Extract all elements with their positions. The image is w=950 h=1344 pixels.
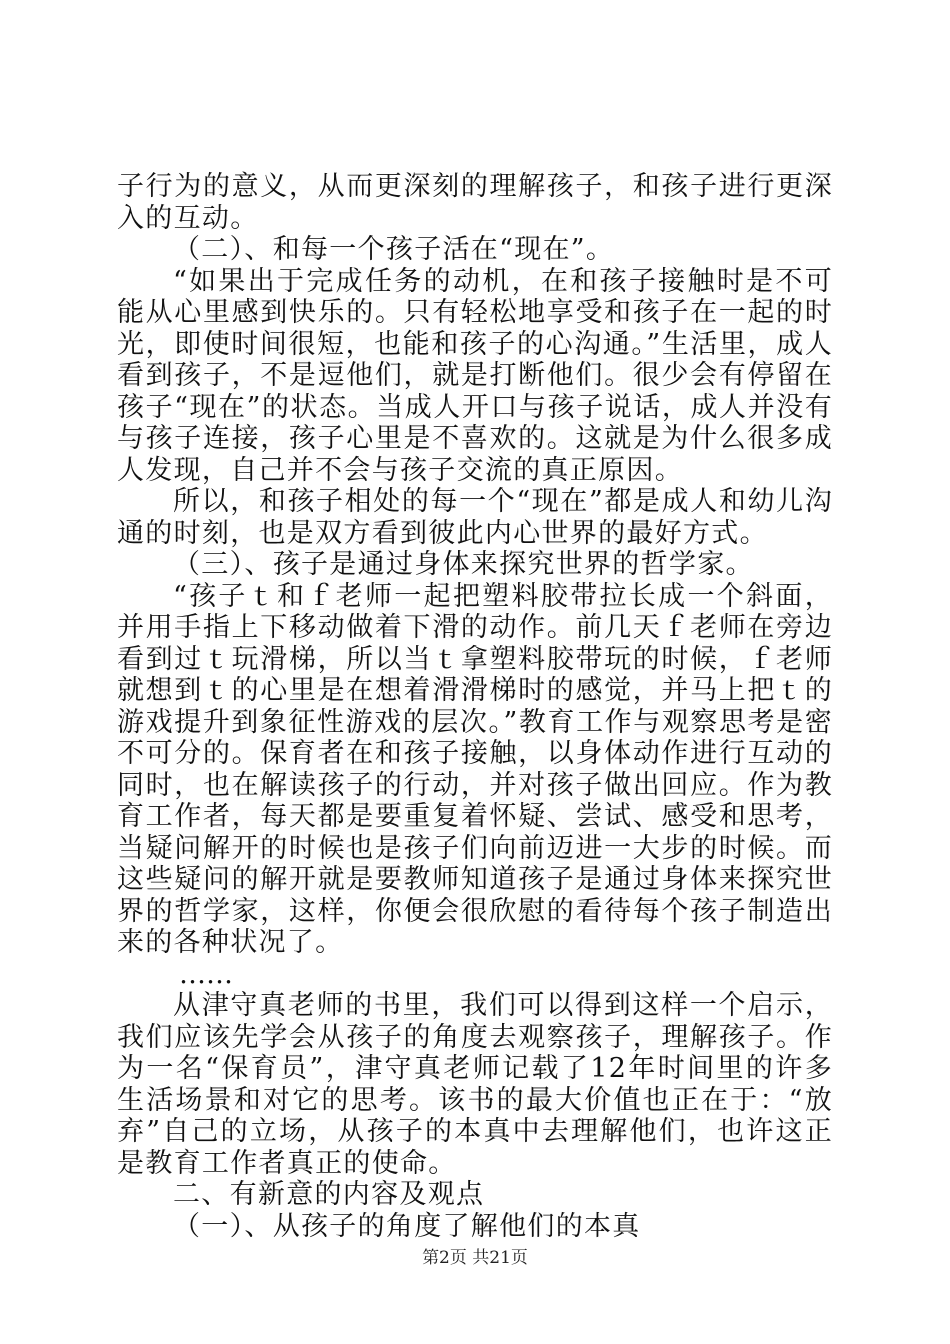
page-footer: 第2页 共21页 bbox=[422, 1248, 528, 1268]
paragraph: 从津守真老师的书里，我们可以得到这样一个启示，我们应该先学会从孩子的角度去观察孩子，理解孩子。作为一名“保育员”，津守真老师记载了12年时间里的许多生活场景和对它的思考。该书的最大价值也正在于：“放弃”自己的立场，从孩子的本真中去理解他们，也许这正是教育工作者真正的使命。 bbox=[117, 990, 833, 1179]
section-heading-part-two: 二、有新意的内容及观点 bbox=[173, 1179, 485, 1210]
section-heading-3: （三）、孩子是通过身体来探究世界的哲学家。 bbox=[173, 549, 754, 580]
section-heading-1: （一）、从孩子的角度了解他们的本真 bbox=[173, 1210, 641, 1242]
ellipsis: …… bbox=[179, 958, 233, 990]
paragraph: 所以，和孩子相处的每一个“现在”都是成人和幼儿沟通的时刻，也是双方看到彼此内心世界的最好方式。 bbox=[117, 486, 833, 549]
section-heading-2: （二）、和每一个孩子活在“现在”。 bbox=[173, 234, 615, 265]
document-body bbox=[117, 171, 833, 1242]
paragraph-continuation: 子行为的意义，从而更深刻的理解孩子，和孩子进行更深入的互动。 bbox=[117, 171, 833, 234]
paragraph: “孩子ｔ和ｆ老师一起把塑料胶带拉长成一个斜面，并用手指上下移动做着下滑的动作。前几天ｆ老师在旁边看到过ｔ玩滑梯，所以当ｔ拿塑料胶带玩的时候，ｆ老师就想到ｔ的心里是在想着滑滑梯时的感觉，并马上把ｔ的游戏提升到象征性游戏的层次。”教育工作与观察思考是密不可分的。保育者在和孩子接触，以身体动作进行互动的同时，也在解读孩子的行动，并对孩子做出回应。作为教育工作者，每天都是要重复着怀疑、尝试、感受和思考，当疑问解开的时候也是孩子们向前迈进一大步的时候。而这些疑问的解开就是要教师知道孩子是通过身体来探究世界的哲学家，这样，你便会很欣慰的看待每个孩子制造出来的各种状况了。 bbox=[117, 580, 833, 958]
paragraph: “如果出于完成任务的动机，在和孩子接触时是不可能从心里感到快乐的。只有轻松地享受和孩子在一起的时光，即使时间很短，也能和孩子的心沟通。”生活里，成人看到孩子，不是逗他们，就是打断他们。很少会有停留在孩子“现在”的状态。当成人开口与孩子说话，成人并没有与孩子连接，孩子心里是不喜欢的。这就是为什么很多成人发现，自己并不会与孩子交流的真正原因。 bbox=[117, 265, 833, 486]
